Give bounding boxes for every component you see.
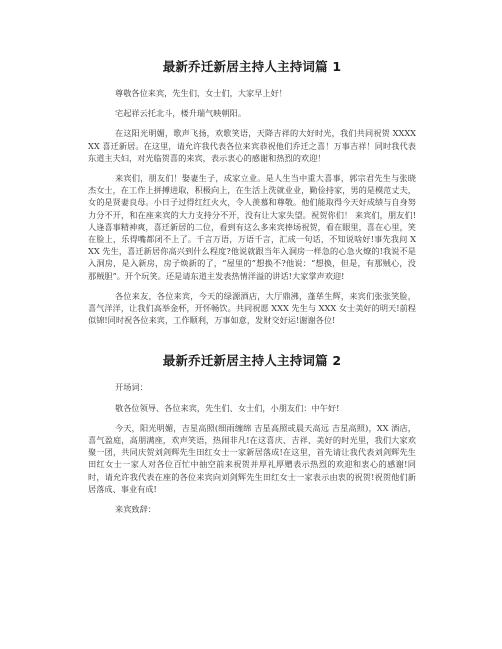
document-body bbox=[88, 58, 416, 523]
section-title-2: 最新乔迁新居主持人主持词篇 2 bbox=[162, 353, 342, 369]
paragraph: 今天，阳光明媚，吉星高照(细雨缠绵 吉星高照或晨天高远 吉星高照)，XX 酒店，喜气盈庭，高朋满座，欢声笑语，热闹非凡!在这喜庆、吉祥、美好的时光里，我们大家欢聚一团，共同庆贺刘剑辉先生田红女士一家新居落成!在这里，首先请让我代表刘剑辉先生田红女士一家人对各位百忙中抽空前来祝贺并厚礼厚赠表示热烈的欢迎和衷心的感谢!同时，请允许我代表在座的各位来宾向刘剑辉先生田红女士一家表示由衷的祝贺!祝贺他们新居落成、事业有成! bbox=[88, 422, 416, 494]
paragraph: 来宾们，朋友们！娶妻生子，成家立业。是人生当中重大喜事，郭宗君先生与张晓杰女士，在工作上拼搏进取，积极向上，在生活上洗就业业，勤俭持家，男的是模范丈夫，女的是贤妻良母。小日子过得红红火火，令人羡慕和尊敬。他们能取得今天好成绩与自身努力分不开，和在座来宾的大力支持分不开，没有让大家失望。祝贺你们！ 来宾们，朋友们!人逢喜事精神爽，喜迁新居的二位，看到有这么多来宾捧场祝贺，看在眼里，喜在心里，笑在脸上，乐得嘴都闭不上了。千言万语，万语千言，汇成一句话，不知说啥好!事先我问 XXX 先生，喜迁新居你高兴到什么程度?他说就跟当年入洞房一样急的心急火燎的!我说不是入洞房，是入新房，房子焕新的了，“屋里的”想换不?他说：“想换，但是，有那贼心，没那贼胆”。开个玩笑。还是请东道主发表热情洋溢的讲话!大家掌声欢迎! bbox=[88, 173, 416, 281]
paragraph: 各位来友，各位来宾，今天的绿源酒店，大厅鼎沸，蓬荜生辉，来宾们张张笑脸，喜气洋洋，让我们高举金杯，开怀畅饮。共同祝愿 XXX 先生与 XXX 女士美好的明天!前程似锦!同时祝各位来宾，工作顺利，万事如意，发财交好运!谢谢各位! bbox=[88, 290, 416, 326]
paragraph: 敬各位领导、各位来宾，先生们、女士们，小朋友们：中午好! bbox=[115, 402, 340, 413]
paragraph: 开场词： bbox=[115, 382, 148, 393]
paragraph: 来宾致辞： bbox=[115, 504, 156, 515]
paragraph: 在这阳光明媚，歌声飞扬，欢歌笑语，天降吉祥的大好时光，我们共同祝贺 XXXXXX 喜迁新居。在这里，请允许我代表各位来宾恭祝他们乔迁之喜！万事吉祥！同时我代表东道主夫妇，对光临贺喜的来宾，表示衷心的感谢和热烈的欢迎！ bbox=[88, 128, 416, 163]
paragraph: 宅起祥云托北斗，楼升瑞气映朝阳。 bbox=[115, 108, 247, 119]
section-title-1: 最新乔迁新居主持人主持词篇 1 bbox=[162, 59, 342, 74]
paragraph: 尊敬各位来宾，先生们，女士们，大家早上好！ bbox=[115, 88, 287, 98]
